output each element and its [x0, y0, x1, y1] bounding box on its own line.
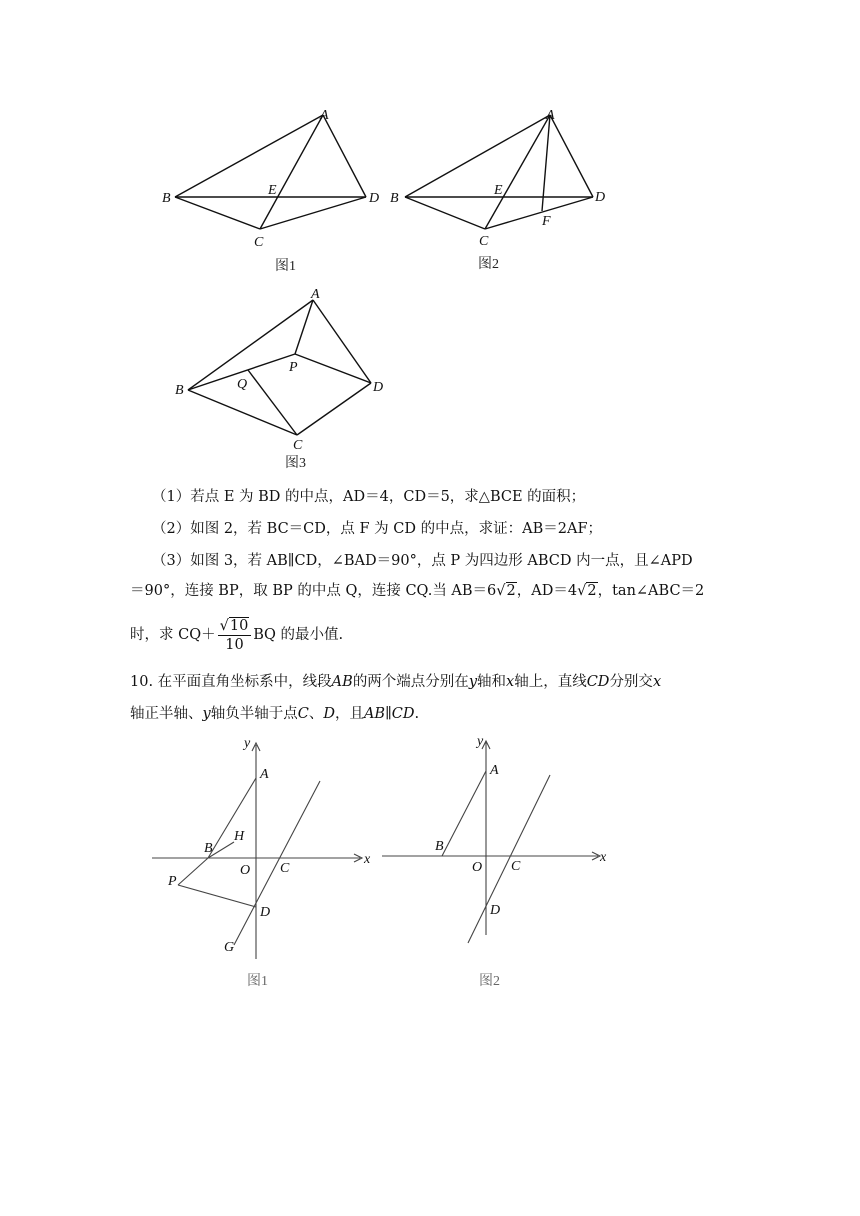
figure-1-lines — [175, 115, 366, 229]
label-x: x — [364, 852, 371, 867]
label-e: E — [268, 183, 277, 198]
problem10-figure-1-caption: 图1 — [247, 974, 268, 989]
label-c: C — [280, 861, 290, 876]
label-a: A — [490, 763, 499, 778]
axes — [152, 743, 362, 959]
label-a: A — [311, 287, 320, 302]
label-d: D — [369, 191, 380, 206]
figure-2-caption: 图2 — [478, 257, 499, 272]
figure-3-caption: 图3 — [285, 456, 306, 471]
label-b: B — [175, 383, 184, 398]
label-y: y — [477, 735, 484, 749]
figure-2-lines — [405, 115, 593, 229]
problem9-part2: （2）如图 2，若 BC＝CD，点 F 为 CD 的中点，求证：AB＝2AF； — [152, 521, 603, 537]
figure-3-lines — [188, 300, 371, 435]
figure-1-caption: 图1 — [275, 259, 296, 274]
label-c: C — [254, 235, 264, 250]
label-b: B — [435, 839, 444, 854]
label-a: A — [320, 108, 329, 123]
part3-text-a: ＝90°，连接 BP，取 BP 的中点 Q，连接 CQ.当 AB＝6 — [130, 583, 497, 599]
problem10-figure-1 — [150, 735, 380, 995]
problem9-part3-line3 — [130, 615, 343, 655]
fraction-sqrt10-over-10: $\frac{√10}{10}$ — [218, 617, 252, 654]
label-d: D — [490, 903, 501, 918]
label-y: y — [244, 736, 251, 751]
label-x: x — [600, 850, 607, 865]
label-c: C — [511, 859, 521, 874]
part3-text-c: ，tan∠ABC＝2 — [597, 583, 705, 599]
label-q: Q — [237, 377, 248, 392]
problem10-figure-2-caption: 图2 — [479, 974, 500, 989]
label-c: C — [479, 234, 489, 249]
label-f: F — [542, 214, 551, 229]
figure-2 — [380, 100, 630, 280]
label-a: A — [260, 767, 269, 782]
part3-text-d: 时，求 CQ＋ — [130, 627, 216, 643]
label-g: G — [224, 940, 235, 955]
problem10-figure-2 — [380, 735, 620, 995]
label-p: P — [168, 874, 177, 889]
label-c: C — [293, 438, 303, 453]
problem9-part3-line1: （3）如图 3，若 AB∥CD，∠BAD＝90°，点 P 为四边形 ABCD 内一点，且∠APD — [152, 553, 693, 569]
label-b: B — [204, 841, 213, 856]
problem10-line1: 10. 在平面直角坐标系中，线段AB的两个端点分别在y轴和x轴上，直线CD分别交x — [130, 674, 662, 690]
problem10-line2: 轴正半轴、y轴负半轴于点C、D，且AB∥CD. — [130, 706, 420, 722]
figure-1 — [150, 100, 390, 280]
label-h: H — [234, 829, 245, 844]
sqrt-2-b: √2 — [577, 583, 597, 599]
label-d: D — [260, 905, 271, 920]
part3-text-e: BQ 的最小值. — [253, 627, 344, 643]
label-p: P — [289, 360, 298, 375]
label-b: B — [390, 191, 399, 206]
label-e: E — [494, 183, 503, 198]
label-d: D — [373, 380, 384, 395]
label-a: A — [546, 108, 555, 123]
part3-text-b: ，AD＝4 — [516, 583, 578, 599]
figure-3 — [165, 280, 405, 480]
problem9-part3-line2 — [130, 581, 704, 601]
label-o: O — [472, 860, 483, 875]
sqrt-2-a: √2 — [496, 583, 516, 599]
label-d: D — [595, 190, 606, 205]
label-o: O — [240, 863, 251, 878]
label-b: B — [162, 191, 171, 206]
problem9-part1: （1）若点 E 为 BD 的中点，AD＝4，CD＝5，求△BCE 的面积； — [152, 489, 586, 505]
figure-lines — [178, 778, 320, 945]
